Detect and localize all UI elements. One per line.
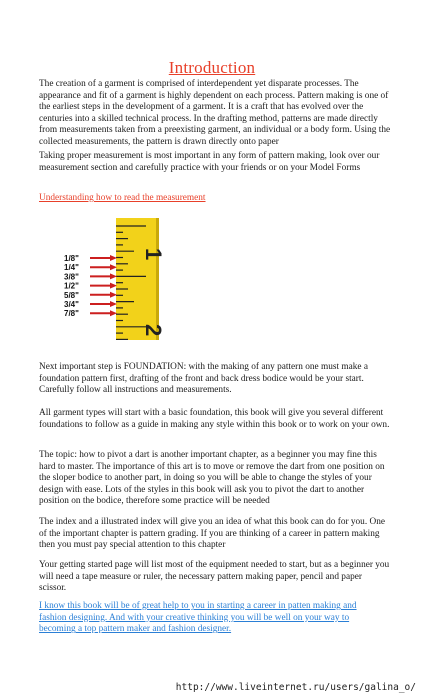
tape-edge — [156, 218, 159, 340]
fraction-label: 7/8" — [64, 309, 79, 319]
measurement-arrows — [64, 254, 117, 318]
arrow-head — [110, 255, 117, 261]
fraction-label: 1/8" — [64, 254, 79, 263]
tape-number-2: 2 — [141, 324, 166, 337]
paragraph-pivot-dart: The topic: how to pivot a dart is another important chapter, as a beginner you may fine this hard to master. The importance of this art is to move or remove the dart from one position on the sloper bodice to another part, in doing so you will be able to change the styles of your design with ease. Lots of the styles in this book will ask you to pivot the dart to another position on the bodice, therefore some practice will be needed — [39, 450, 385, 507]
arrow-head — [110, 310, 117, 316]
arrow-head — [110, 273, 117, 279]
arrow-head — [110, 264, 117, 270]
tape-number-1: 1 — [141, 248, 166, 261]
tape-measure-figure — [60, 218, 170, 340]
tape-body — [116, 218, 158, 340]
source-url[interactable]: http://www.liveinternet.ru/users/galina_o/ — [175, 682, 416, 693]
paragraph-index: The index and a illustrated index will give you an idea of what this book can do for you. One of the important chapter is pattern grading. If you are thinking of a career in pattern making then you must pay special attention to this chapter — [39, 517, 385, 551]
fraction-label: 3/8" — [64, 272, 79, 282]
fraction-label: 3/4" — [64, 300, 79, 309]
closing-link[interactable]: I know this book will be of great help to you in starting a career in patten making and fashion designing. And with your creative thinking you will be well on your way to becoming a top pattern maker and fashion designer. — [39, 601, 357, 635]
arrow-head — [110, 292, 117, 298]
paragraph-getting-started: Your getting started page will list most of the equipment needed to start, but as a beginner you will need a tape measure or ruler, the necessary pattern making paper, pencil and paper scissor. — [39, 560, 390, 594]
fraction-label: 1/2" — [64, 281, 79, 291]
arrow-head — [110, 301, 117, 307]
arrow-head — [110, 283, 117, 289]
page-title: Introduction — [168, 58, 256, 77]
paragraph-measurement: Taking proper measurement is most important in any form of pattern making, look over our measurement section and carefully practice with your friends or on your Model Forms — [39, 151, 380, 173]
paragraph-foundation: Next important step is FOUNDATION: with the making of any pattern one must make a foundation pattern first, drafting of the front and back dress bodice would be your start. Carefully follow all instructions and measurements. — [39, 362, 368, 396]
measurement-link[interactable]: Understanding how to read the measurement — [39, 193, 206, 203]
fraction-label: 1/4" — [64, 263, 79, 273]
tape-measure-illustration — [60, 218, 170, 340]
paragraph-intro: The creation of a garment is comprised of interdependent yet disparate processes. The appearance and fit of a garment is highly dependent on each process. Pattern making is one of the earliest steps in the development of a garment. It is a craft that has evolved over the centuries into a skilled technical process. In the drafting method, patterns are made directly from measurements taken from a preexisting garment, an individual or a body form. Using the collected measurements, the pattern is drawn directly onto paper — [39, 79, 391, 147]
fraction-label: 5/8" — [64, 290, 79, 300]
paragraph-basic-foundation: All garment types will start with a basic foundation, this book will give you several different foundations to follow as a guide in making any style within this book or to work on your own. — [39, 408, 390, 430]
